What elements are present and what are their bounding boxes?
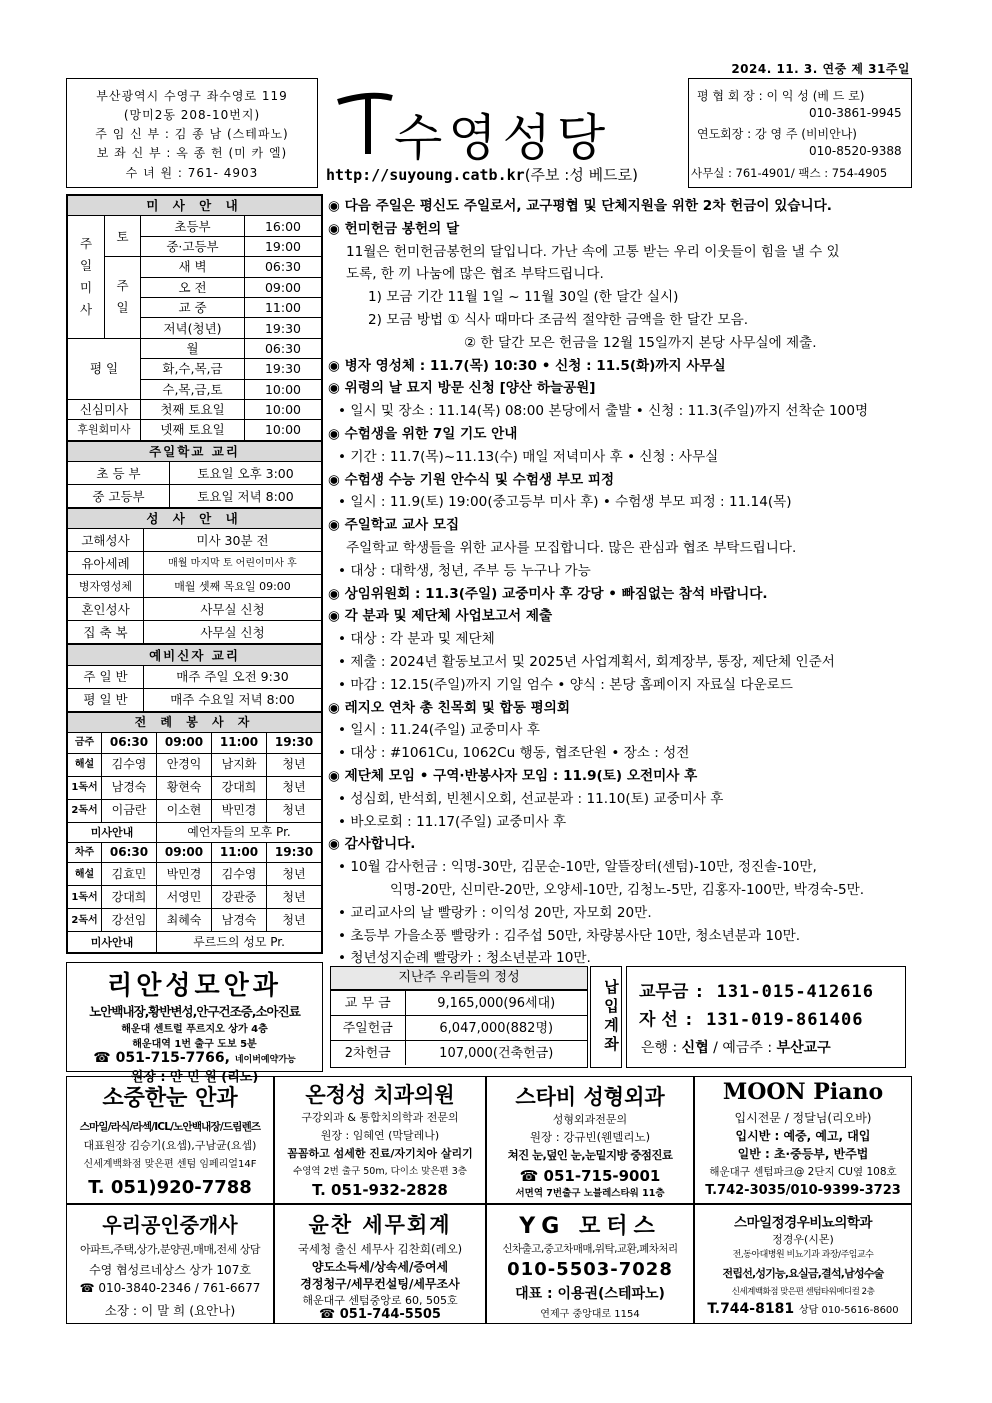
notice-line: 2) 모금 방법 ① 식사 때마다 조금씩 절약한 금액을 한 달간 모음. [368,312,749,328]
charity-account-line [639,1005,863,1030]
server-name: 청년 [267,863,322,886]
ad-line: 신차출고,중고차매매,위탁,교환,폐차처리 [502,1243,678,1255]
server-time: 19:30 [267,843,322,863]
server-name: 청년 [267,909,322,932]
ad-phone-note: 상담 010-5616-8600 [798,1305,899,1316]
ad-title: 소중한눈 안과 [102,1086,238,1111]
ad-line: 국세청 출신 세무사 김찬희(레오) [297,1242,463,1256]
catechumen-title: 예비신자 교리 [68,645,322,665]
sacraments-table [67,508,322,644]
ad-phone[interactable]: ☎ 010-3840-2346 / 761-6677 [79,1281,261,1295]
server-name: 강대희 [102,886,157,909]
server-name: 박민경 [157,863,212,886]
server-name: 남경숙 [102,776,157,799]
union-president: 연도회장 : 강 영 주 (비비안나) [697,127,857,141]
ad-line: 정경우(시몬) [772,1233,834,1246]
notice-line: • 청년성지순례 빨랑카 : 청소년분과 10만. [338,950,591,967]
mass-table [67,195,322,441]
mass-time: 10:00 [245,420,322,440]
sacraments-title: 성 사 안 내 [68,509,322,529]
ad-line: 대표원장 김승기(요셉),구남균(요셉) [83,1139,257,1152]
ad-line: 해운대구 센텀중앙로 60, 505호 [302,1294,458,1307]
notice-line: • 제출 : 2024년 활동보고서 및 2025년 사업계획서, 회계장부, 통장, 제단체 인준서 [338,654,835,670]
clinic-services: 노안백내장,황반변성,안구건조증,소아진료 [89,1004,300,1019]
sacrament-name: 병자영성체 [68,575,144,598]
charity-label: 자 선 [639,1010,678,1030]
holder-prefix: / 예금주 : [708,1040,777,1056]
parish-address: 부산광역시 수영구 좌수영로 119 [96,89,288,103]
offering-value: 6,047,000(882명) [405,1016,587,1041]
ad-yunchan-tax [274,1204,486,1324]
clinic-phone-line [67,1050,322,1066]
clinic-phone-note: 네이버예약가능 [234,1055,296,1065]
ad-title: 우리공인중개사 [102,1213,238,1237]
parish-logo [330,84,680,167]
class-info: 매주 주일 오전 9:30 [144,665,322,688]
catechumen-table [67,644,322,711]
contact-box [688,78,912,188]
clinic-address: 해운대 센트럴 푸르지오 상가 4층 [121,1024,268,1035]
ad-starbi-plastic-surgery [486,1076,694,1204]
server-time: 06:30 [102,843,157,863]
schedule-column [66,194,323,954]
ad-line: 입시전문 / 정달님(리오바) [734,1111,872,1125]
sacrament-name: 집 축 복 [68,621,144,644]
mass-name: 새 벽 [141,257,245,277]
sunday-school-table [67,441,322,508]
offering-name: 주일헌금 [331,1016,405,1041]
ad-line: 스마일/라식/라섹/ICL/노안백내장/드림렌즈 [79,1121,261,1133]
school-time: 토요일 오후 3:00 [170,462,322,485]
pastor: 주 임 신 부 : 김 종 남 (스테파노) [95,127,289,141]
sacrament-name: 고해성사 [68,529,144,552]
mass-time: 19:30 [245,318,322,338]
ad-line: 구강외과 & 통합치의학과 전문의 [301,1111,459,1124]
server-role: 해설 [68,863,102,886]
ad-line: 성형외과전문의 [552,1113,628,1126]
mass-name: 중·고등부 [141,236,245,256]
ad-title: YG 모터스 [519,1214,661,1239]
notice-heading: ◉ 주일학교 교사 모집 [328,517,460,534]
server-role: 해설 [68,753,102,776]
sunday-school-title: 주일학교 교리 [68,441,322,461]
office-phone: 사무실 : 761-4901/ 팩스 : 754-4905 [691,166,888,180]
sacrament-info: 사무실 신청 [144,621,322,644]
bank-line [641,1037,831,1057]
notice-line: • 대상 : #1061Cu, 1062Cu 행동, 협조단원 • 장소 : 성전 [338,745,690,762]
ad-line: 경정청구/세무컨설팅/세무조사 [300,1277,460,1291]
server-time: 09:00 [157,843,212,863]
ad-phone[interactable]: T. 051)920-7788 [88,1177,252,1198]
union-phone: 010-8520-9388 [809,144,902,158]
ad-owner: 대표 : 이용권(스테파노) [515,1286,665,1302]
school-name: 중 고등부 [68,485,170,508]
server-time: 11:00 [212,843,267,863]
guide-label: 미사안내 [68,822,157,842]
ad-line: 양도소득세/상속세/증여세 [311,1260,449,1274]
server-name: 김수영 [212,863,267,886]
notice-heading: ◉ 레지오 연차 총 친목회 및 합동 평의회 [328,699,570,716]
bank-prefix: 은행 : [641,1040,682,1056]
server-role: 2독서 [68,799,102,822]
mass-time: 19:30 [245,359,322,379]
server-name: 강대희 [212,776,267,799]
school-time: 토요일 저녁 8:00 [170,485,322,508]
server-name: 최혜숙 [157,909,212,932]
mass-time: 10:00 [245,399,322,419]
sacrament-info: 매월 마지막 토 어린이미사 후 [144,552,322,575]
ad-line: 해운대구 센텀파크@ 2단지 CU옆 108호 [709,1166,897,1178]
notice-line: • 일시 : 11.9(토) 19:00(중고등부 미사 후) • 수험생 부모 피정 : 11.14(목) [338,494,792,511]
saturday-label: 토 [105,216,141,257]
notice-line: • 초등부 가을소풍 빨랑카 : 김주섭 50만, 차량봉사단 10만, 청소년분과 10만. [338,927,801,944]
server-name: 청년 [267,753,322,776]
mass-time: 19:00 [245,236,322,256]
clinic-director: 원장 : 안 민 원 (리노) [130,1070,259,1085]
server-name: 이소현 [157,799,212,822]
ad-line: 수영역 2번 출구 50m, 다이소 맞은편 3층 [293,1166,467,1177]
notice-line: 도록, 한 끼 나눔에 많은 협조 부탁드립니다. [346,266,604,283]
parish-url[interactable]: http://suyoung.catb.kr(주보 :성 베드로) [326,166,638,184]
server-role: 2독서 [68,909,102,932]
sunday-label: 주 일 [105,257,141,339]
mass-name: 오 전 [141,277,245,297]
notice-heading: ◉ 위령의 날 묘지 방문 신청 [양산 하늘공원] [328,380,596,397]
server-name: 안경익 [157,753,212,776]
convent: 수 녀 원 : 761- 4903 [125,166,259,180]
server-name: 서영민 [157,886,212,909]
ad-title: 스타비 성형외과 [515,1085,665,1109]
notice-line: • 마감 : 12.15(주일)까지 기일 엄수 • 양식 : 본당 홈페이지 자료실 다운로드 [338,676,793,693]
offerings-section [324,966,910,1070]
mass-name: 저녁(청년) [141,318,245,338]
mass-name: 초등부 [141,216,245,236]
ad-phone[interactable]: T.742-3035/010-9399-3723 [705,1183,901,1198]
ad-line: 쳐진 눈,덮인 눈,눈밑지방 중점진료 [507,1148,673,1162]
support-mass-label: 후원회미사 [68,420,141,440]
guide-label: 미사안내 [68,932,157,952]
ad-phone[interactable]: ☎ 051-715-9001 [519,1167,661,1185]
ad-line: 원장 : 강규빈(웬델리노) [529,1130,651,1144]
ad-address: 연제구 중앙대로 1154 [540,1309,640,1320]
assistant-priest: 보 좌 신 부 : 옥 종 헌 (미 카 엘) [96,146,288,160]
notices-section [324,194,910,967]
notice-heading: ◉ 헌미헌금 봉헌의 달 [328,220,460,237]
tithe-account-line [639,977,874,1002]
ad-title: 윤찬 세무회계 [308,1213,452,1237]
ad-line: 소장 : 이 말 희 (요안나) [104,1303,236,1318]
ad-line: 입시반 : 예중, 예고, 대입 [735,1129,871,1143]
ad-title: 스마일정경우비뇨의학과 [734,1215,872,1231]
offering-value: 9,165,000(96세대) [405,991,587,1016]
notice-line: 1) 모금 기간 11월 1일 ~ 11월 30일 (한 달간 실시) [368,289,679,306]
server-name: 김효민 [102,863,157,886]
mass-time: 16:00 [245,216,322,236]
class-name: 주 일 반 [68,665,144,688]
notice-line: 익명-20만, 신미란-20만, 오양세-10만, 김청노-5만, 김홍자-100만, 박경숙-5만. [390,882,865,898]
ad-yg-motors [486,1204,694,1324]
notice-line: • 일시 : 11.24(주일) 교중미사 후 [338,722,540,739]
ad-line: 수영 협성르네상스 상가 107호 [89,1263,251,1277]
server-name: 강선임 [102,909,157,932]
mass-time: 10:00 [245,379,322,399]
notice-heading: ◉ 상임위원회 : 11.3(주일) 교중미사 후 강당 • 빠짐없는 참석 바랍니다. [328,585,768,602]
tithe-label: 교무금 [639,982,689,1002]
notice-line: • 바오로회 : 11.17(주일) 교중미사 후 [338,813,567,830]
parish-address-detail: (망미2동 208-10번지) [123,108,261,122]
charity-account: : 131-019-861406 [683,1010,864,1030]
week-label: 차주 [68,843,102,863]
sacrament-name: 혼인성사 [68,598,144,621]
server-name: 강관중 [212,886,267,909]
mass-time: 09:00 [245,277,322,297]
notice-heading: ◉ 감사합니다. [328,836,416,853]
sunday-mass-label: 주 일 미 사 [68,216,105,338]
notice-heading: ◉ 수험생을 위한 7일 기도 안내 [328,426,518,442]
notice-line: • 교리교사의 날 빨랑카 : 이익성 20만, 자모회 20만. [338,904,652,921]
notice-line: • 대상 : 대학생, 청년, 주부 등 누구나 가능 [338,562,591,579]
notice-heading: ◉ 제단체 모임 • 구역·반봉사자 모임 : 11.9(토) 오전미사 후 [328,768,698,784]
logo-text: 수영성당 [394,109,612,167]
ad-onjeongseong-dental [274,1076,486,1204]
notice-line: • 일시 및 장소 : 11.14(목) 08:00 본당에서 출발 • 신청 : 11.3(주일)까지 선착순 100명 [338,403,869,420]
notice-heading: ◉ 다음 주일은 평신도 주일로서, 교구평협 및 단체지원을 위한 2차 헌금이 있습니다. [328,198,832,214]
mass-name: 화,수,목,금 [141,359,245,379]
notice-line: • 10월 감사헌금 : 익명-30만, 김문순-10만, 알뜰장터(센텀)-10만, 정진솔-10만, [338,859,817,876]
server-role: 1독서 [68,886,102,909]
clinic-title: 리안성모안과 [107,971,282,1001]
servers-table [67,712,322,953]
president-phone: 010-3861-9945 [809,106,902,120]
sacrament-info: 사무실 신청 [144,598,322,621]
ad-jung-urology [694,1204,912,1324]
notice-line: 11월은 헌미헌금봉헌의 달입니다. 가난 속에 고통 받는 우리 이웃들이 힘을 낼 수 있 [346,243,840,260]
class-name: 평 일 반 [68,688,144,711]
clinic-phone[interactable]: ☎ 051-715-7766, [93,1050,230,1066]
server-time: 19:30 [267,733,322,753]
server-time: 06:30 [102,733,157,753]
ad-line: 신세계백화점 맞은편 센텀타워메디컬 2층 [731,1287,875,1297]
mass-title: 미 사 안 내 [68,196,322,216]
week-label: 금주 [68,733,102,753]
servers-title: 전 례 봉 사 자 [68,712,322,732]
ad-line: 꼼꼼하고 섬세한 진료/자기치아 살리기 [287,1147,473,1160]
mass-name: 넷째 토요일 [141,420,245,440]
ad-phone[interactable]: 010-5503-7028 [507,1259,673,1280]
ad-phone[interactable]: T. 051-932-2828 [312,1181,448,1199]
ad-line: 일반 : 초·중등부, 반주법 [737,1147,869,1161]
mass-name: 월 [141,338,245,358]
clinic-directions: 해운대역 1번 출구 도보 5분 [132,1039,257,1050]
ad-line: 전립선,성기능,요실금,결석,남성수술 [722,1267,884,1280]
offering-name: 2차헌금 [331,1041,405,1066]
ad-line: 신세계백화점 맞은편 센텀 임페리얼14F [83,1159,257,1170]
notice-heading: ◉ 병자 영성체 : 11.7(목) 10:30 • 신청 : 11.5(화)까지 사무실 [328,357,726,374]
mass-name: 교 중 [141,297,245,317]
sacrament-info: 매월 셋째 목요일 09:00 [144,575,322,598]
bulletin-date: 2024. 11. 3. 연중 제 31주일 [731,62,910,76]
server-name: 남지화 [212,753,267,776]
notice-line: • 대상 : 각 분과 및 제단체 [338,631,495,648]
bank-name: 신협 [681,1040,709,1056]
payment-account-label: 납입계좌 [590,966,622,1068]
parish-info-box [66,78,318,188]
ad-line: 전,동아대병원 비뇨기과 과장/주임교수 [732,1250,874,1260]
ad-sojunghan-eye [66,1076,274,1204]
mass-time: 11:00 [245,297,322,317]
notice-line: 주일학교 학생들을 위한 교사를 모집합니다. 많은 관심과 협조 부탁드립니다. [346,540,797,556]
server-name: 박민경 [212,799,267,822]
devotion-mass-label: 신심미사 [68,399,141,419]
notice-heading: ◉ 각 분과 및 제단체 사업보고서 제출 [328,608,553,625]
class-info: 매주 수요일 저녁 8:00 [144,688,322,711]
ad-uri-realty [66,1204,274,1324]
ad-moon-piano [694,1076,912,1204]
ad-phone-line [695,1301,911,1317]
server-time: 11:00 [212,733,267,753]
council-president: 평 협 회 장 : 이 익 성 (베 드 로) [697,89,865,103]
ad-line: 원장 : 임혜연 (막달레나) [320,1129,440,1142]
offerings-title: 지난주 우리들의 정성 [331,967,587,990]
server-time: 09:00 [157,733,212,753]
school-name: 초 등 부 [68,462,170,485]
offering-value: 107,000(건축헌금) [405,1041,587,1066]
ad-address: 서면역 7번출구 노블레스타워 11층 [515,1188,665,1199]
offering-name: 교 무 금 [331,991,405,1016]
server-name: 청년 [267,799,322,822]
lian-eye-clinic-ad [66,962,323,1085]
ad-title: 온정성 치과의원 [305,1083,455,1107]
notice-line: ② 한 달간 모은 헌금을 12월 15일까지 본당 사무실에 제출. [464,334,817,351]
notice-heading: ◉ 수험생 수능 기원 안수식 및 수험생 부모 피정 [328,471,615,488]
sacrament-name: 유아세례 [68,552,144,575]
mass-name: 첫째 토요일 [141,399,245,419]
notice-line: • 기간 : 11.7(목)~11.13(수) 매일 저녁미사 후 • 신청 : 사무실 [338,448,719,465]
server-name: 청년 [267,776,322,799]
weekday-label: 평 일 [68,338,141,399]
notice-line: • 성심회, 반석회, 빈첸시오회, 선교분과 : 11.10(토) 교중미사 후 [338,790,724,807]
server-name: 김수영 [102,753,157,776]
ad-phone[interactable]: T.744-8181 [707,1301,795,1317]
guide-group: 예언자들의 모후 Pr. [157,822,322,842]
server-role: 1독서 [68,776,102,799]
server-name: 황현숙 [157,776,212,799]
guide-group: 루르드의 성모 Pr. [157,932,322,952]
server-name: 청년 [267,886,322,909]
mass-name: 수,목,금,토 [141,379,245,399]
account-holder: 부산교구 [776,1040,831,1056]
ad-phone[interactable]: ☎ 051-744-5505 [319,1307,441,1322]
ad-line: 아파트,주택,상가,분양권,매매,전세 상담 [80,1243,260,1256]
tithe-account: : 131-015-412616 [694,982,874,1002]
server-name: 남경숙 [212,909,267,932]
mass-time: 06:30 [245,257,322,277]
sacrament-info: 미사 30분 전 [144,529,322,552]
mass-time: 06:30 [245,338,322,358]
ad-title: MOON Piano [722,1079,884,1105]
offerings-table [331,990,587,1065]
server-name: 이금란 [102,799,157,822]
